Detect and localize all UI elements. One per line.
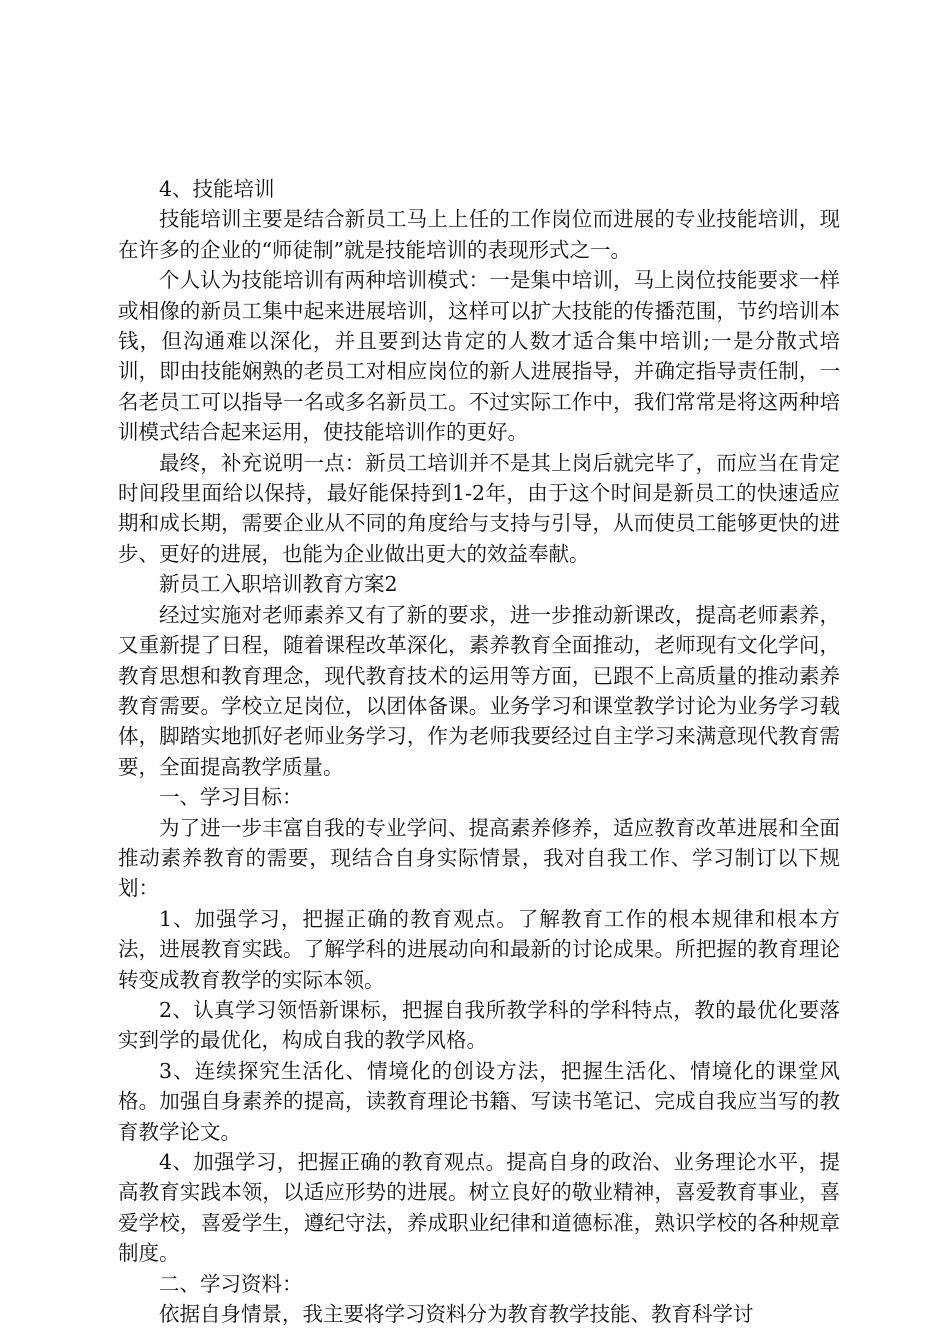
- section-heading-learning-materials: 二、学习资料：: [159, 1271, 303, 1296]
- list-item: 2、认真学习领悟新课标，把握自我所教学科的学科特点，教的最优化要落实到学的最优化，构成自我的教学风格。: [118, 997, 840, 1053]
- paragraph: 经过实施对老师素养又有了新的要求，进一步推动新课改，提高老师素养，又重新提了日程，随着课程改革深化，素养教育全面推动，老师现有文化学问，教育思想和教育理念，现代教育技术的运用等方面，已跟不上高质量的推动素养教育需要。学校立足岗位，以团体备课。业务学习和课堂教学讨论为业务学习载体，脚踏实地抓好老师业务学习，作为老师我要经过自主学习来满意现代教育需要，全面提高教学质量。: [118, 602, 840, 779]
- paragraph: 依据自身情景，我主要将学习资料分为教育教学技能、教育科学讨: [159, 1302, 754, 1327]
- paragraph: 个人认为技能培训有两种培训模式：一是集中培训，马上岗位技能要求一样或相像的新员工集中起来进展培训，这样可以扩大技能的传播范围，节约培训本钱，但沟通难以深化，并且要到达肯定的人数才适合集中培训;一是分散式培训，即由技能娴熟的老员工对相应岗位的新人进展指导，并确定指导责任制，一名老员工可以指导一名或多名新员工。不过实际工作中，我们常常是将这两种培训模式结合起来运用，使技能培训作的更好。: [118, 268, 840, 445]
- section-heading-skill-training: 4、技能培训: [159, 177, 275, 201]
- section-heading-plan-2: 新员工入职培训教育方案2: [159, 572, 398, 597]
- list-item: 1、加强学习，把握正确的教育观点。了解教育工作的根本规律和根本方法，进展教育实践。了解学科的进展动向和最新的讨论成果。所把握的教育理论转变成教育教学的实际本领。: [118, 906, 840, 992]
- document-body: [118, 174, 840, 1329]
- list-item: 4、加强学习，把握正确的教育观点。提高自身的政治、业务理论水平，提高教育实践本领，以适应形势的进展。树立良好的敬业精神，喜爱教育事业，喜爱学校，喜爱学生，遵纪守法，养成职业纪律和道德标准，熟识学校的各种规章制度。: [118, 1150, 840, 1266]
- paragraph: 为了进一步丰富自我的专业学问、提高素养修养，适应教育改革进展和全面推动素养教育的需要，现结合自身实际情景，我对自我工作、学习制订以下规划：: [118, 815, 840, 901]
- paragraph: 最终，补充说明一点：新员工培训并不是其上岗后就完毕了，而应当在肯定时间段里面给以保持，最好能保持到1-2年，由于这个时间是新员工的快速适应期和成长期，需要企业从不同的角度给与支持与引导，从而使员工能够更快的进步、更好的进展，也能为企业做出更大的效益奉献。: [118, 450, 840, 566]
- section-heading-learning-goals: 一、学习目标：: [159, 785, 303, 810]
- list-item: 3、连续探究生活化、情境化的创设方法，把握生活化、情境化的课堂风格。加强自身素养的提高，读教育理论书籍、写读书笔记、完成自我应当写的教育教学论文。: [118, 1058, 840, 1144]
- paragraph: 技能培训主要是结合新员工马上上任的工作岗位而进展的专业技能培训，现在许多的企业的“师徒制”就是技能培训的表现形式之一。: [118, 207, 840, 262]
